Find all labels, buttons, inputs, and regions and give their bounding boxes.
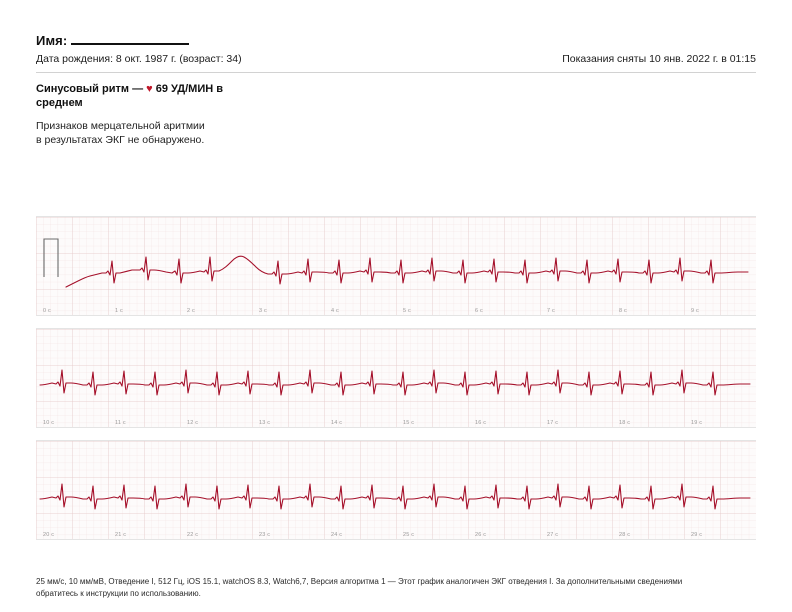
tick-label: 28 с [619, 532, 631, 538]
tick-label: 27 с [547, 532, 559, 538]
tick-label: 9 с [691, 308, 699, 314]
tick-label: 0 с [43, 308, 51, 314]
rhythm-description [36, 119, 756, 147]
tick-label: 18 с [619, 420, 631, 426]
rhythm-description-line2: в результатах ЭКГ не обнаружено. [36, 134, 205, 146]
tick-label: 21 с [115, 532, 127, 538]
heart-icon: ♥ [146, 83, 153, 95]
tick-label: 13 с [259, 420, 271, 426]
tick-label: 25 с [403, 532, 415, 538]
meta-row [36, 53, 756, 65]
tick-label: 19 с [691, 420, 703, 426]
ecg-strip-2 [36, 328, 756, 428]
tick-label: 15 с [403, 420, 415, 426]
name-blank-line [71, 30, 189, 45]
name-row [36, 30, 756, 48]
tick-label: 2 с [187, 308, 195, 314]
ecg-strips [36, 216, 756, 552]
footer-line-1: 25 мм/с, 10 мм/мВ, Отведение I, 512 Гц, iOS 15.1, watchOS 8.3, Watch6,7, Версия алгоритма 1 — Этот график аналогичен ЭКГ отведения I. За дополнительными сведениями [36, 577, 683, 586]
tick-label: 5 с [403, 308, 411, 314]
report-footer [36, 576, 748, 600]
tick-label: 1 с [115, 308, 123, 314]
header-divider [36, 72, 756, 73]
ecg-strip-3 [36, 440, 756, 540]
tick-label: 7 с [547, 308, 555, 314]
tick-label: 12 с [187, 420, 199, 426]
rhythm-summary [36, 82, 756, 147]
tick-label: 8 с [619, 308, 627, 314]
tick-label: 24 с [331, 532, 343, 538]
name-label: Имя: [36, 33, 68, 48]
tick-label: 10 с [43, 420, 55, 426]
tick-label: 4 с [331, 308, 339, 314]
ecg-trace-1 [36, 217, 756, 315]
tick-label: 22 с [187, 532, 199, 538]
rhythm-label: Синусовый ритм — [36, 83, 147, 95]
tick-label: 23 с [259, 532, 271, 538]
bpm-value: 69 УД/МИН в среднем [36, 83, 224, 109]
ecg-trace-2 [36, 329, 756, 427]
tick-label: 16 с [475, 420, 487, 426]
ecg-strip-1 [36, 216, 756, 316]
tick-label: 26 с [475, 532, 487, 538]
report-content [36, 30, 756, 598]
tick-label: 3 с [259, 308, 267, 314]
birth-info: Дата рождения: 8 окт. 1987 г. (возраст: 34) [36, 53, 242, 65]
tick-label: 17 с [547, 420, 559, 426]
tick-label: 29 с [691, 532, 703, 538]
tick-label: 20 с [43, 532, 55, 538]
rhythm-description-line1: Признаков мерцательной аритмии [36, 120, 205, 132]
ecg-trace-3 [36, 441, 756, 539]
tick-label: 6 с [475, 308, 483, 314]
tick-label: 14 с [331, 420, 343, 426]
recorded-info: Показания сняты 10 янв. 2022 г. в 01:15 [562, 53, 756, 65]
rhythm-line [36, 82, 266, 110]
footer-line-2: обратитесь к инструкции по использованию. [36, 589, 201, 598]
tick-label: 11 с [115, 420, 126, 426]
